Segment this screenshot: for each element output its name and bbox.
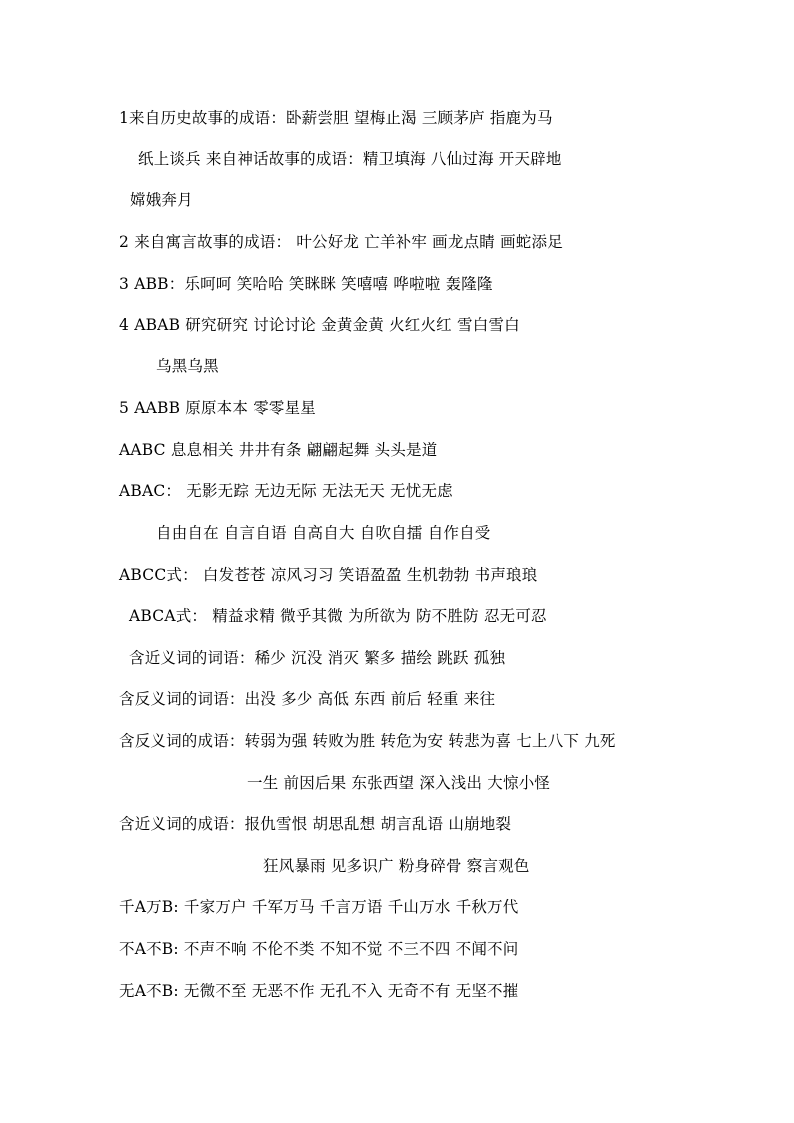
text-line-1: 1来自历史故事的成语：卧薪尝胆 望梅止渴 三顾茅庐 指鹿为马 xyxy=(119,109,553,127)
text-line-20: 千A万B: 千家万户 千军万马 千言万语 千山万水 千秋万代 xyxy=(119,898,519,916)
text-line-10: ABAC： 无影无踪 无边无际 无法无天 无忧无虑 xyxy=(119,482,453,500)
text-line-21: 不A不B: 不声不响 不伦不类 不知不觉 不三不四 不闻不问 xyxy=(119,940,519,958)
text-line-8: 5 AABB 原原本本 零零星星 xyxy=(119,399,317,417)
text-line-15: 含反义词的词语：出没 多少 高低 东西 前后 轻重 来往 xyxy=(119,690,496,708)
text-line-14: 含近义词的词语：稀少 沉没 消灭 繁多 描绘 跳跃 孤独 xyxy=(129,649,506,667)
text-line-3: 嫦娥奔月 xyxy=(130,191,193,209)
text-line-22: 无A不B: 无微不至 无恶不作 无孔不入 无奇不有 无坚不摧 xyxy=(119,982,519,1000)
text-line-19: 狂风暴雨 见多识广 粉身碎骨 察言观色 xyxy=(263,857,530,875)
text-line-7: 乌黑乌黑 xyxy=(156,357,219,375)
text-line-4: 2 来自寓言故事的成语： 叶公好龙 亡羊补牢 画龙点睛 画蛇添足 xyxy=(119,233,563,251)
text-line-13: ABCA式： 精益求精 微乎其微 为所欲为 防不胜防 忍无可忍 xyxy=(129,607,547,625)
text-line-16: 含反义词的成语：转弱为强 转败为胜 转危为安 转悲为喜 七上八下 九死 xyxy=(119,732,616,750)
text-line-6: 4 ABAB 研究研究 讨论讨论 金黄金黄 火红火红 雪白雪白 xyxy=(119,316,520,334)
text-line-5: 3 ABB：乐呵呵 笑哈哈 笑眯眯 笑嘻嘻 哗啦啦 轰隆隆 xyxy=(119,275,493,293)
text-line-9: AABC 息息相关 井井有条 翩翩起舞 头头是道 xyxy=(119,441,438,459)
text-line-18: 含近义词的成语：报仇雪恨 胡思乱想 胡言乱语 山崩地裂 xyxy=(119,815,512,833)
text-line-11: 自由自在 自言自语 自高自大 自吹自擂 自作自受 xyxy=(156,524,491,542)
text-line-12: ABCC式： 白发苍苍 凉风习习 笑语盈盈 生机勃勃 书声琅琅 xyxy=(119,566,538,584)
text-line-17: 一生 前因后果 东张西望 深入浅出 大惊小怪 xyxy=(247,774,551,792)
text-line-2: 纸上谈兵 来自神话故事的成语：精卫填海 八仙过海 开天辟地 xyxy=(138,150,562,168)
